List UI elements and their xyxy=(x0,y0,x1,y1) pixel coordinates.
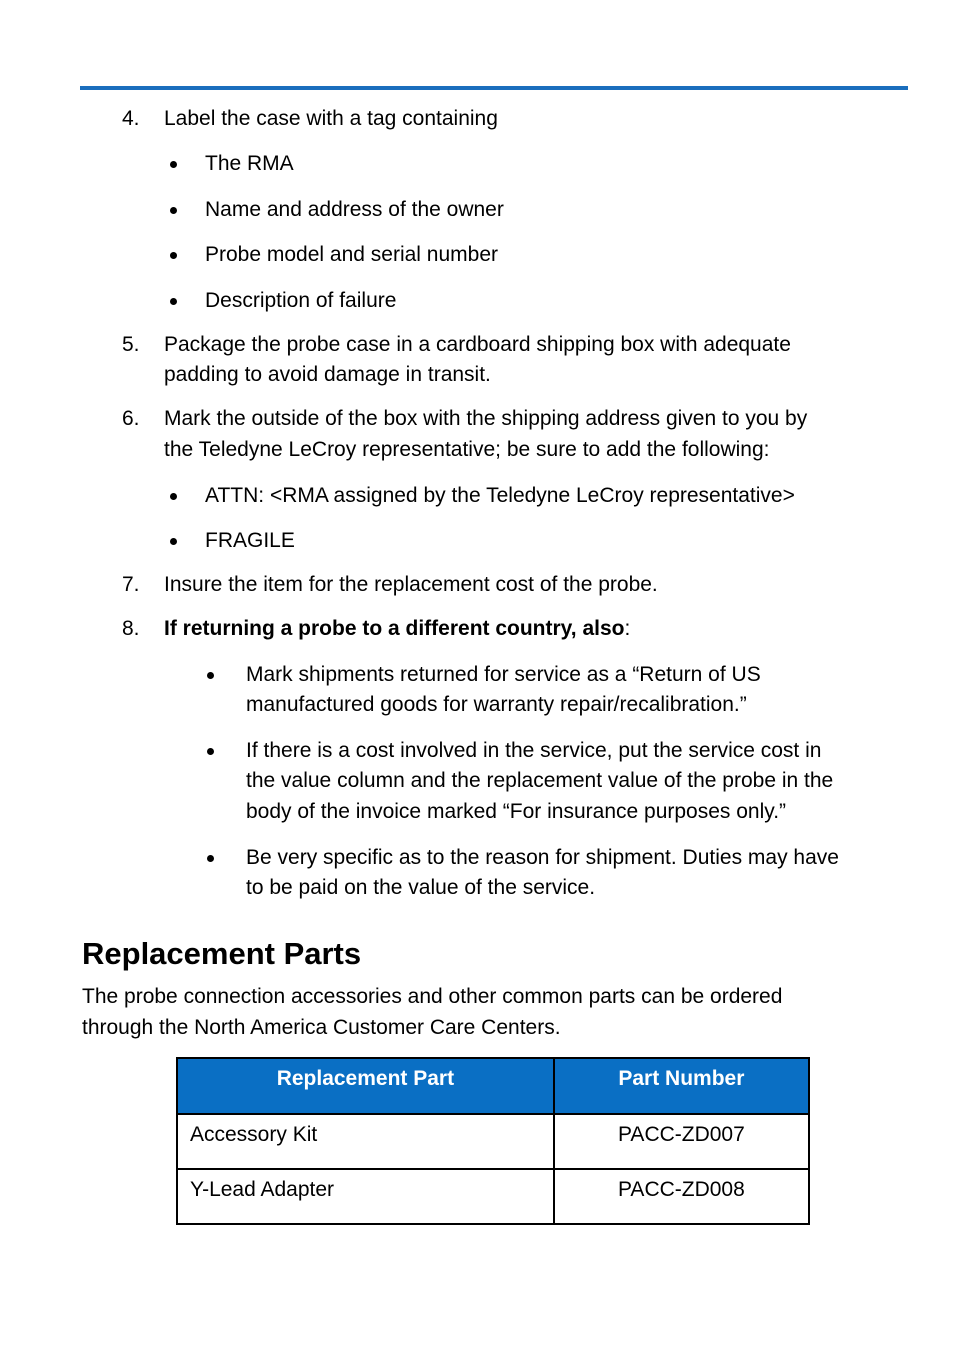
list-item: If there is a cost involved in the service, put the service cost in xyxy=(246,739,822,762)
table-row xyxy=(177,1169,809,1224)
list-item: body of the invoice marked “For insurance purposes only.” xyxy=(246,800,787,823)
bullet-icon xyxy=(170,252,177,259)
step-number: 5. xyxy=(122,333,140,356)
section-intro: The probe connection accessories and other common parts can be ordered xyxy=(82,985,783,1008)
part-name-cell: Y-Lead Adapter xyxy=(177,1169,554,1224)
step-text: the Teledyne LeCroy representative; be sure to add the following: xyxy=(164,438,770,461)
bullet-icon xyxy=(170,298,177,305)
list-item: Mark shipments returned for service as a “Return of US xyxy=(246,663,761,686)
list-item: to be paid on the value of the service. xyxy=(246,876,596,899)
step-text: Package the probe case in a cardboard shipping box with adequate xyxy=(164,333,791,356)
column-header-part: Replacement Part xyxy=(177,1058,554,1114)
section-heading: Replacement Parts xyxy=(82,936,362,971)
list-item: Probe model and serial number xyxy=(205,243,498,266)
list-item: ATTN: <RMA assigned by the Teledyne LeCroy representative> xyxy=(205,484,795,507)
list-item: The RMA xyxy=(205,152,294,175)
list-item: Be very specific as to the reason for shipment. Duties may have xyxy=(246,846,839,869)
list-item: Name and address of the owner xyxy=(205,198,504,221)
section-intro: through the North America Customer Care Centers. xyxy=(82,1016,561,1039)
list-item: manufactured goods for warranty repair/recalibration.” xyxy=(246,693,747,716)
step-text: padding to avoid damage in transit. xyxy=(164,363,491,386)
header-rule xyxy=(80,86,908,90)
step-number: 6. xyxy=(122,407,140,430)
step-text: Label the case with a tag containing xyxy=(164,107,498,130)
list-item: FRAGILE xyxy=(205,529,295,552)
step-number: 7. xyxy=(122,573,140,596)
part-name-cell: Accessory Kit xyxy=(177,1114,554,1169)
step-number: 4. xyxy=(122,107,140,130)
parts-table xyxy=(176,1057,810,1225)
table-header-row xyxy=(177,1058,809,1114)
bullet-icon xyxy=(170,538,177,545)
table-row xyxy=(177,1114,809,1169)
bullet-icon xyxy=(170,207,177,214)
bullet-icon xyxy=(207,672,214,679)
step-text: Mark the outside of the box with the shipping address given to you by xyxy=(164,407,808,430)
part-number-cell: PACC-ZD007 xyxy=(554,1114,809,1169)
step-text: Insure the item for the replacement cost of the probe. xyxy=(164,573,658,596)
list-item: the value column and the replacement value of the probe in the xyxy=(246,769,834,792)
list-item: Description of failure xyxy=(205,289,397,312)
part-number-cell: PACC-ZD008 xyxy=(554,1169,809,1224)
step-suffix: : xyxy=(624,617,631,640)
bullet-icon xyxy=(207,855,214,862)
step-number: 8. xyxy=(122,617,140,640)
column-header-number: Part Number xyxy=(554,1058,809,1114)
bullet-icon xyxy=(170,161,177,168)
step-text xyxy=(164,614,630,645)
step-bold-text: If returning a probe to a different country, also xyxy=(164,617,625,640)
bullet-icon xyxy=(207,748,214,755)
bullet-icon xyxy=(170,493,177,500)
